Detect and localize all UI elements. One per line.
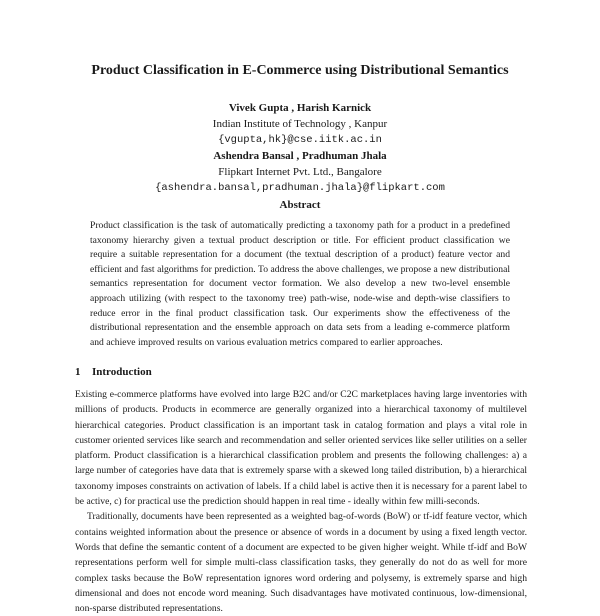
abstract-text: Product classification is the task of automatically predicting a taxonomy path for a product in a predefined taxonomy hierarchy given a textual product description or title. For efficient product classification we require a suitable representation for a document (the textual description of a product) feature vector and efficient and fast algorithms for prediction. To address the above challenges, we propose a new distributional semantics representation for document vector formation. We also develop a new two-level ensemble approach utilizing (with respect to the taxonomy tree) path-wise, node-wise and depth-wise classifiers to reduce error in the final product classification task. Our experiments show the effectiveness of the distributional representation and the ensemble approach on data sets from a leading e-commerce platform and achieve improved results on various evaluation metrics compared to earlier approaches. — [90, 220, 510, 348]
email-1: {vgupta,hk}@cse.iitk.ac.in — [218, 134, 382, 146]
email-2: {ashendra.bansal,pradhuman.jhala}@flipkart.com — [155, 182, 445, 194]
abstract-body — [90, 219, 510, 350]
author-names-2: Ashendra Bansal , Pradhuman Jhala — [213, 150, 387, 162]
section-body — [75, 387, 527, 616]
author-block — [0, 100, 600, 196]
section-title: Introduction — [92, 366, 152, 378]
intro-paragraph-2: Traditionally, documents have been represented as a weighted bag-of-words (BoW) or tf-idf feature vector, which contains weighted information about the presence or absence of words in a document by using a fixed length vector. Words that define the semantic content of a document are expected to be given higher weight. While tf-idf and BoW representations perform well for simple multi-class classification tasks, they generally do not do as well for more complex tasks because the BoW representation ignores word ordering and polysemy, is extremely sparse and high dimensional and does not encode word meaning. Such disadvantages have motivated continuous, low-dimensional, non-sparse distributed representations. — [75, 511, 527, 615]
author-names-1: Vivek Gupta , Harish Karnick — [228, 102, 372, 114]
abstract-heading: Abstract — [279, 199, 321, 211]
paper-title: Product Classification in E-Commerce using Distributional Semantics — [91, 63, 509, 78]
section-heading — [75, 364, 152, 380]
section-number: 1 — [75, 366, 81, 378]
affiliation-1: Indian Institute of Technology , Kanpur — [212, 118, 388, 130]
affiliation-2: Flipkart Internet Pvt. Ltd., Bangalore — [218, 166, 382, 178]
intro-paragraph-1: Existing e-commerce platforms have evolved into large B2C and/or C2C marketplaces having large inventories with millions of products. Products in ecommerce are generally organized into a hierarchical taxonomy of multilevel hierarchical categories. Product classification is an important task in catalog formation and plays a vital role in customer oriented services like search and recommendation and seller oriented services like seller utilities on a seller platform. Product classification is a hierarchical classification problem and presents the following challenges: a) a large number of categories have data that is extremely sparse with a skewed long tailed distribution, b) a hierarchical taxonomy imposes constraints on activation of labels. If a child label is active then it is necessary for a parent label to be active, c) for practical use the prediction should happen in real time - ideally within few milli-seconds. — [75, 389, 527, 508]
